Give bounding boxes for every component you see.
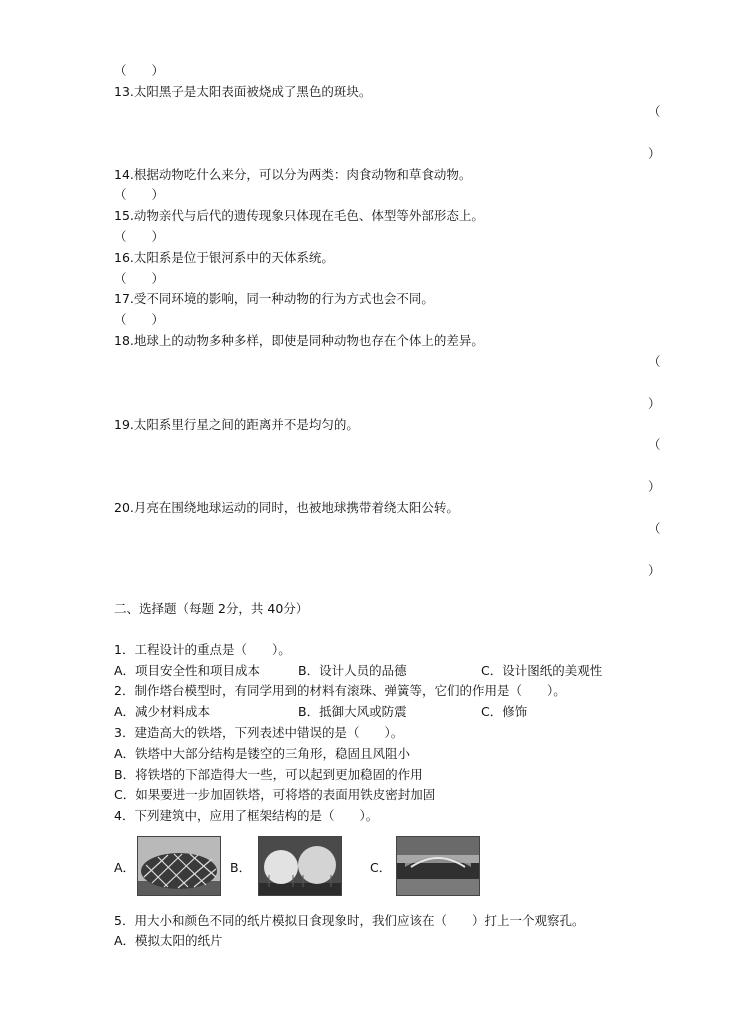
question-13-close-paren: ） xyxy=(648,146,661,161)
choice-2-option-a: A．减少材料成本 xyxy=(114,704,211,719)
question-13-answer-paren: （ ） xyxy=(114,63,165,78)
birds-nest-stadium-photo xyxy=(137,836,221,896)
choice-question-2: 2．制作塔台模型时，有同学用到的材料有滚珠、弹簧等，它们的作用是（ ）。 xyxy=(114,683,566,698)
choice-4-option-b-label: B． xyxy=(230,860,252,875)
choice-3-option-c: C．如果要进一步加固铁塔，可将塔的表面用铁皮密封加固 xyxy=(114,787,436,802)
choice-2-option-b: B．抵御大风或防震 xyxy=(298,704,407,719)
question-20-close-paren: ） xyxy=(648,563,661,578)
question-13: 13.太阳黑子是太阳表面被烧成了黑色的斑块。 xyxy=(114,84,372,99)
choice-1-option-c: C．设计图纸的美观性 xyxy=(481,663,603,678)
choice-1-option-a: A．项目安全性和项目成本 xyxy=(114,663,261,678)
question-18: 18.地球上的动物多种多样，即使是同种动物也存在个体上的差异。 xyxy=(114,333,484,348)
section-heading: 二、选择题（每题 2分，共 40分） xyxy=(114,601,309,616)
choice-1-option-b: B．设计人员的品德 xyxy=(298,663,407,678)
choice-question-3: 3．建造高大的铁塔，下列表述中错误的是（ ）。 xyxy=(114,725,404,740)
question-15: 15.动物亲代与后代的遗传现象只体现在毛色、体型等外部形态上。 xyxy=(114,208,484,223)
choice-4-option-c-label: C． xyxy=(370,860,392,875)
question-13-open-paren: （ xyxy=(648,104,661,119)
choice-2-option-c: C．修饰 xyxy=(481,704,528,719)
question-19-open-paren: （ xyxy=(648,437,661,452)
question-17-answer-paren: （ ） xyxy=(114,312,165,327)
question-18-close-paren: ） xyxy=(648,396,661,411)
choice-5-option-a: A．模拟太阳的纸片 xyxy=(114,933,223,948)
choice-3-option-a: A．铁塔中大部分结构是镂空的三角形，稳固且风阻小 xyxy=(114,746,411,761)
choice-question-5: 5．用大小和颜色不同的纸片模拟日食现象时，我们应该在（ ）打上一个观察孔。 xyxy=(114,913,585,928)
question-14-answer-paren: （ ） xyxy=(114,187,165,202)
spherical-tanks-photo xyxy=(258,836,342,896)
choice-4-option-a-label: A． xyxy=(114,860,136,875)
question-19-close-paren: ） xyxy=(648,479,661,494)
choice-3-option-b: B．将铁塔的下部造得大一些，可以起到更加稳固的作用 xyxy=(114,767,423,782)
question-19: 19.太阳系里行星之间的距离并不是均匀的。 xyxy=(114,417,359,432)
question-14: 14.根据动物吃什么来分，可以分为两类：肉食动物和草食动物。 xyxy=(114,167,472,182)
question-20: 20.月亮在围绕地球运动的同时，也被地球携带着绕太阳公转。 xyxy=(114,500,459,515)
question-18-open-paren: （ xyxy=(648,354,661,369)
question-20-open-paren: （ xyxy=(648,521,661,536)
question-16-answer-paren: （ ） xyxy=(114,271,165,286)
question-15-answer-paren: （ ） xyxy=(114,229,165,244)
choice-question-4: 4．下列建筑中，应用了框架结构的是（ ）。 xyxy=(114,808,379,823)
choice-question-1: 1．工程设计的重点是（ ）。 xyxy=(114,642,291,657)
question-17: 17.受不同环境的影响，同一种动物的行为方式也会不同。 xyxy=(114,291,434,306)
question-16: 16.太阳系是位于银河系中的天体系统。 xyxy=(114,250,334,265)
stone-arch-bridge-photo xyxy=(396,836,480,896)
